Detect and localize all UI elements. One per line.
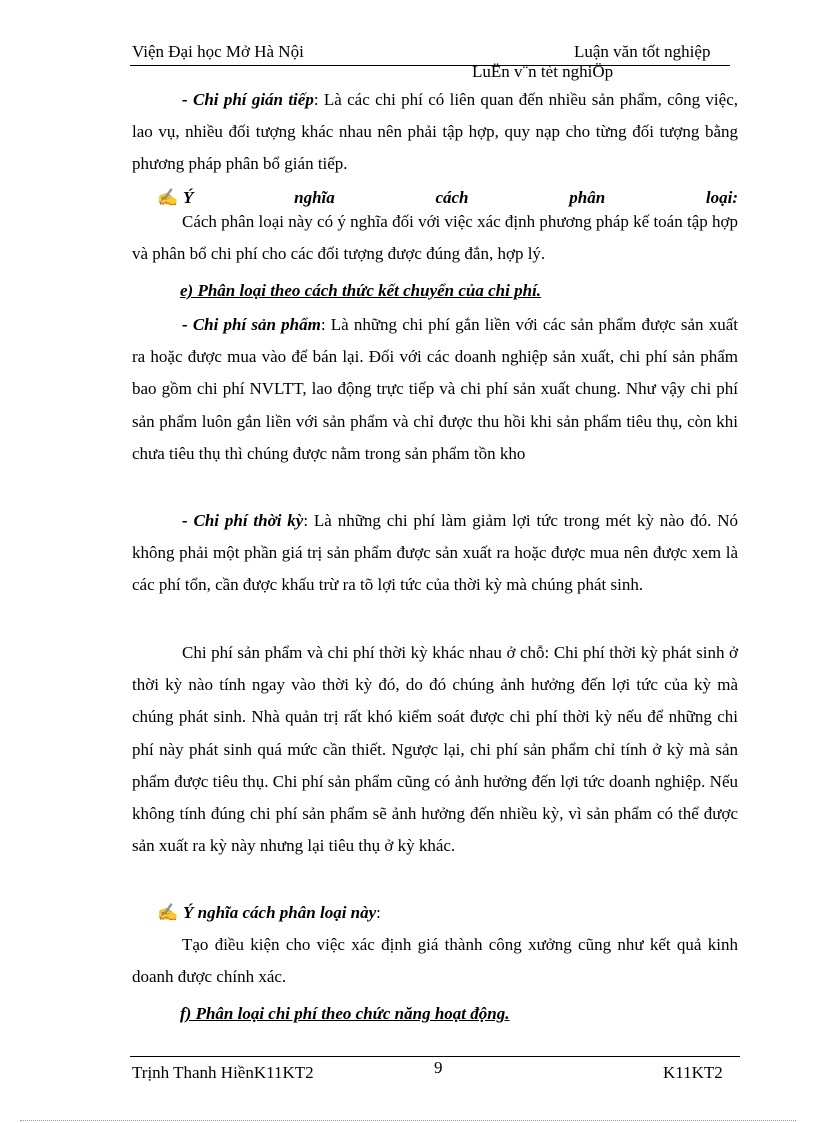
term-indirect-cost: - Chi phí gián tiếp bbox=[182, 90, 314, 109]
meaning-heading-2 bbox=[157, 897, 738, 929]
paragraph-period-cost bbox=[132, 505, 738, 602]
meaning-word-5: loại: bbox=[705, 188, 738, 207]
paragraph-meaning-1: Cách phân loại này có ý nghĩa đối với việc xác định phương pháp kế toán tập hợp và phân bổ chi phí cho các đối tượng được đúng đắn, hợp lý. bbox=[132, 212, 738, 264]
term-period-cost: - Chi phí thời kỳ bbox=[182, 511, 304, 530]
paragraph-meaning-2: Tạo điều kiện cho việc xác định giá thành công xưởng cũng như kết quả kinh doanh được chính xác. bbox=[132, 935, 738, 987]
paragraph-indirect-cost bbox=[132, 84, 738, 181]
footer-author: Trịnh Thanh HiềnK11KT2 bbox=[132, 1063, 314, 1082]
period-cost-text: : Là những chi phí làm giảm lợi tức trong mét kỳ nào đó. Nó không phải một phần giá trị sản phẩm được sản xuất ra hoặc được mua nên được xem là các phí tổn, cần được khấu trừ ra tõ lợi tức của thời kỳ mà chúng phát sinh. bbox=[132, 511, 738, 595]
meaning-word-1: Ý bbox=[183, 188, 194, 207]
footer-class-code: K11KT2 bbox=[663, 1063, 723, 1082]
header-doc-type: Luận văn tốt nghiệp bbox=[574, 42, 711, 61]
writing-hand-icon: ✍ bbox=[157, 188, 179, 207]
header-rule bbox=[130, 65, 730, 66]
writing-hand-icon-2: ✍ bbox=[157, 903, 179, 922]
footer-rule bbox=[130, 1056, 740, 1057]
heading-e: e) Phân loại theo cách thức kết chuyển của chi phí. bbox=[180, 281, 542, 300]
paragraph-comparison: Chi phí sản phẩm và chi phí thời kỳ khác nhau ở chỗ: Chi phí thời kỳ phát sinh ở thời kỳ nào tính ngay vào thời kỳ đó, do đó chúng ảnh hưởng đến lợi tức của kỳ mà chúng phát sinh. Nhà quản trị rất khó kiểm soát được chi phí thời kỳ nếu để những chi phí này phát sinh quá mức cần thiết. Ngược lại, chi phí sản phẩm chỉ tính ở kỳ mà sản phẩm được tiêu thụ. Chi phí sản phẩm cũng có ảnh hưởng đến lợi tức doanh nghiệp. Nếu không tính đúng chi phí sản phẩm sẽ ảnh hưởng đến nhiều kỳ, vì sản phẩm có thể được sản xuất ra kỳ này nhưng lại tiêu thụ ở kỳ khác. bbox=[132, 643, 738, 856]
page-bottom-edge bbox=[20, 1120, 796, 1121]
header-garbled-title: LuËn v¨n tèt nghiÖp bbox=[472, 62, 614, 81]
meaning-word-2: nghĩa bbox=[294, 188, 335, 207]
meaning-word-4: phân bbox=[569, 188, 606, 207]
meaning-2-label: Ý nghĩa cách phân loại này bbox=[183, 903, 377, 922]
indirect-cost-text: : Là các chi phí có liên quan đến nhiều sản phẩm, công việc, lao vụ, nhiều đối tượng khác nhau nên phải tập hợp, quy nạp cho từng đối tượng bằng phương pháp phân bổ gián tiếp. bbox=[132, 90, 739, 174]
term-product-cost: - Chi phí sản phẩm bbox=[182, 315, 321, 334]
heading-f: f) Phân loại chi phí theo chức năng hoạt động. bbox=[180, 1004, 510, 1023]
header-institution: Viện Đại học Mở Hà Nội bbox=[132, 42, 304, 61]
product-cost-text: : Là những chi phí gắn liền với các sản phẩm được sản xuất ra hoặc được mua vào để bán lại. Đối với các doanh nghiệp sản xuất, chi phí sản phẩm bao gồm chi phí NVLTT, lao động trực tiếp và chi phí sản xuất chung. Như vậy chi phí sản phẩm luôn gắn liền với sản phẩm và chỉ được thu hồi khi sản phẩm tiêu thụ, còn khi chưa tiêu thụ thì chúng được nằm trong sản phẩm tồn kho bbox=[132, 315, 738, 463]
meaning-2-colon: : bbox=[376, 903, 381, 922]
paragraph-product-cost bbox=[132, 309, 738, 470]
footer-page-number: 9 bbox=[434, 1058, 443, 1077]
meaning-word-3: cách bbox=[435, 188, 469, 207]
